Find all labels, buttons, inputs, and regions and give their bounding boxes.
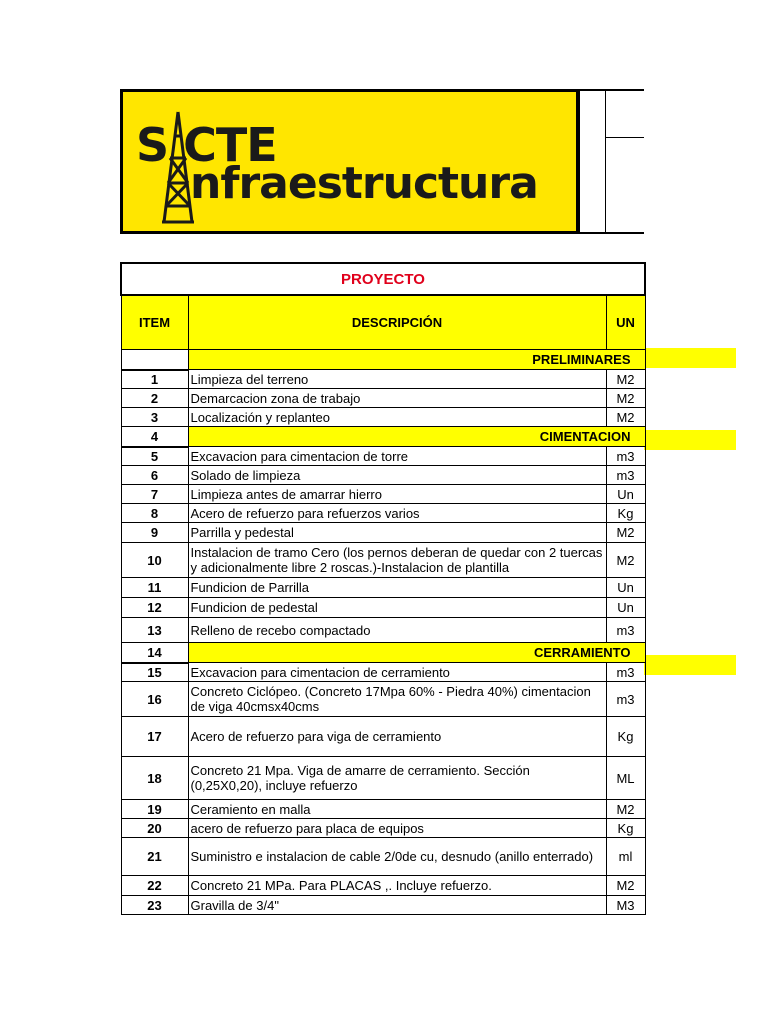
section-title: CERRAMIENTO [188, 643, 645, 663]
item-number: 6 [121, 466, 188, 485]
item-number: 3 [121, 408, 188, 427]
item-unit: m3 [606, 466, 645, 485]
item-description: Gravilla de 3/4" [188, 896, 606, 915]
item-number: 12 [121, 598, 188, 618]
table-row [121, 466, 645, 485]
item-description: Concreto Ciclópeo. (Concreto 17Mpa 60% - Piedra 40%) cimentacion de viga 40cmsx40cms [188, 682, 606, 717]
item-description: Concreto 21 Mpa. Viga de amarre de cerramiento. Sección (0,25X0,20), incluye refuerzo [188, 757, 606, 800]
item-description: Demarcacion zona de trabajo [188, 389, 606, 408]
item-number: 16 [121, 682, 188, 717]
section-row [121, 643, 645, 663]
item-unit: ML [606, 757, 645, 800]
table-row [121, 389, 645, 408]
item-description: Instalacion de tramo Cero (los pernos deberan de quedar con 2 tuercas y adicionalmente libre 2 roscas.)-Instalacion de plantilla [188, 543, 606, 578]
item-unit: Kg [606, 504, 645, 523]
item-number: 1 [121, 370, 188, 389]
item-unit: M2 [606, 523, 645, 543]
section-row [121, 350, 645, 370]
item-number: 7 [121, 485, 188, 504]
item-unit: m3 [606, 682, 645, 717]
item-unit: m3 [606, 663, 645, 682]
table-row [121, 896, 645, 915]
item-number: 18 [121, 757, 188, 800]
item-number: 14 [121, 643, 188, 663]
table-row [121, 663, 645, 682]
item-description: Suministro e instalacion de cable 2/0de cu, desnudo (anillo enterrado) [188, 838, 606, 876]
budget-table [120, 262, 646, 915]
table-row [121, 578, 645, 598]
item-number: 17 [121, 717, 188, 757]
item-number: 10 [121, 543, 188, 578]
item-number: 13 [121, 618, 188, 643]
table-row [121, 682, 645, 717]
item-number: 5 [121, 447, 188, 466]
logo-text-bottom: nfraestructura [190, 158, 538, 209]
item-description: Parrilla y pedestal [188, 523, 606, 543]
section-title: PRELIMINARES [188, 350, 645, 370]
item-description: Excavacion para cimentacion de cerramiento [188, 663, 606, 682]
item-description: Fundicion de Parrilla [188, 578, 606, 598]
item-unit: M2 [606, 543, 645, 578]
item-description: Solado de limpieza [188, 466, 606, 485]
table-row [121, 504, 645, 523]
table-row [121, 717, 645, 757]
header-info-box [580, 89, 644, 234]
item-description: Ceramiento en malla [188, 800, 606, 819]
item-unit: Kg [606, 819, 645, 838]
item-number: 2 [121, 389, 188, 408]
item-unit: Un [606, 598, 645, 618]
item-number: 20 [121, 819, 188, 838]
section-band-cerramiento [644, 655, 736, 675]
item-unit: M2 [606, 876, 645, 896]
item-unit: ml [606, 838, 645, 876]
item-description: Localización y replanteo [188, 408, 606, 427]
table-row [121, 800, 645, 819]
table-row [121, 598, 645, 618]
item-number [121, 350, 188, 370]
header-unit: UN [606, 295, 645, 350]
item-unit: m3 [606, 447, 645, 466]
project-title: PROYECTO [121, 263, 645, 295]
item-unit: M2 [606, 370, 645, 389]
item-description: Concreto 21 MPa. Para PLACAS ,. Incluye refuerzo. [188, 876, 606, 896]
item-number: 19 [121, 800, 188, 819]
item-number: 4 [121, 427, 188, 447]
item-unit: M3 [606, 896, 645, 915]
table-row [121, 618, 645, 643]
table-row [121, 543, 645, 578]
table-row [121, 838, 645, 876]
item-number: 21 [121, 838, 188, 876]
item-number: 11 [121, 578, 188, 598]
item-description: Limpieza del terreno [188, 370, 606, 389]
header-item: ITEM [121, 295, 188, 350]
item-unit: Kg [606, 717, 645, 757]
item-unit: Un [606, 578, 645, 598]
table-row [121, 523, 645, 543]
item-unit: M2 [606, 408, 645, 427]
logo-text-top: S CTE [136, 118, 277, 172]
item-description: Fundicion de pedestal [188, 598, 606, 618]
item-unit: m3 [606, 618, 645, 643]
item-description: Acero de refuerzo para viga de cerramiento [188, 717, 606, 757]
item-number: 15 [121, 663, 188, 682]
item-description: Limpieza antes de amarrar hierro [188, 485, 606, 504]
table-row [121, 447, 645, 466]
item-description: Excavacion para cimentacion de torre [188, 447, 606, 466]
header-row [121, 295, 645, 350]
item-description: Acero de refuerzo para refuerzos varios [188, 504, 606, 523]
item-unit: Un [606, 485, 645, 504]
section-band-cimentacion [644, 430, 736, 450]
table-row [121, 408, 645, 427]
item-unit: M2 [606, 389, 645, 408]
item-description: Relleno de recebo compactado [188, 618, 606, 643]
item-unit: M2 [606, 800, 645, 819]
header-description: DESCRIPCIÓN [188, 295, 606, 350]
section-band-preliminares [644, 348, 736, 368]
item-number: 22 [121, 876, 188, 896]
section-row [121, 427, 645, 447]
table-row [121, 370, 645, 389]
table-row [121, 819, 645, 838]
item-description: acero de refuerzo para placa de equipos [188, 819, 606, 838]
item-number: 9 [121, 523, 188, 543]
item-number: 8 [121, 504, 188, 523]
section-title: CIMENTACION [188, 427, 645, 447]
table-row [121, 757, 645, 800]
table-row [121, 876, 645, 896]
table-row [121, 485, 645, 504]
item-number: 23 [121, 896, 188, 915]
